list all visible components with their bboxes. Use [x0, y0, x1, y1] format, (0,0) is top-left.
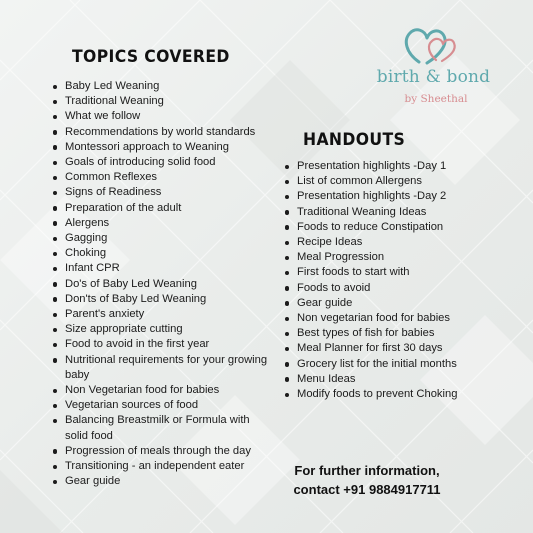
- topics-heading: TOPICS COVERED: [72, 47, 230, 67]
- handout-item: List of common Allergens: [284, 174, 474, 189]
- topic-item: What we follow: [52, 109, 270, 124]
- contact-line-2: contact +91 9884917711: [293, 482, 441, 497]
- handout-item: Traditional Weaning Ideas: [284, 205, 474, 220]
- handout-item: Recipe Ideas: [284, 235, 474, 250]
- handout-item: Presentation highlights -Day 1: [284, 159, 474, 174]
- handouts-list: [284, 159, 474, 402]
- handout-item: Foods to avoid: [284, 281, 474, 296]
- topic-item: Non Vegetarian food for babies: [52, 383, 270, 398]
- topic-item: Baby Led Weaning: [52, 79, 270, 94]
- contact-info: [262, 461, 472, 499]
- handout-item: Presentation highlights -Day 2: [284, 189, 474, 204]
- topic-item: Transitioning - an independent eater: [52, 459, 270, 474]
- topic-item: Gagging: [52, 231, 270, 246]
- topic-item: Choking: [52, 246, 270, 261]
- topic-item: Goals of introducing solid food: [52, 155, 270, 170]
- topic-item: Balancing Breastmilk or Formula with solid food: [52, 413, 270, 443]
- topic-item: Recommendations by world standards: [52, 125, 270, 140]
- topic-item: Progression of meals through the day: [52, 444, 270, 459]
- handout-item: Menu Ideas: [284, 372, 474, 387]
- topic-item: Parent's anxiety: [52, 307, 270, 322]
- brand-subtitle: by Sheethal: [404, 93, 468, 105]
- topic-item: Do's of Baby Led Weaning: [52, 277, 270, 292]
- handout-item: Meal Planner for first 30 days: [284, 341, 474, 356]
- topic-item: Food to avoid in the first year: [52, 337, 270, 352]
- handout-item: Foods to reduce Constipation: [284, 220, 474, 235]
- contact-line-1: For further information,: [294, 463, 440, 478]
- topic-item: Vegetarian sources of food: [52, 398, 270, 413]
- topic-item: Common Reflexes: [52, 170, 270, 185]
- topic-item: Nutritional requirements for your growing baby: [52, 353, 270, 383]
- topic-item: Alergens: [52, 216, 270, 231]
- topic-item: Infant CPR: [52, 261, 270, 276]
- topics-list: [52, 79, 270, 489]
- handout-item: Best types of fish for babies: [284, 326, 474, 341]
- topic-item: Traditional Weaning: [52, 94, 270, 109]
- handout-item: Meal Progression: [284, 250, 474, 265]
- topic-item: Gear guide: [52, 474, 270, 489]
- handouts-heading: HANDOUTS: [303, 130, 406, 150]
- topic-item: Montessori approach to Weaning: [52, 140, 270, 155]
- handout-item: Gear guide: [284, 296, 474, 311]
- handout-item: Grocery list for the initial months: [284, 357, 474, 372]
- handout-item: First foods to start with: [284, 265, 474, 280]
- handout-item: Non vegetarian food for babies: [284, 311, 474, 326]
- brand-name: birth & bond: [376, 67, 491, 87]
- topic-item: Preparation of the adult: [52, 201, 270, 216]
- topic-item: Signs of Readiness: [52, 185, 270, 200]
- topic-item: Size appropriate cutting: [52, 322, 270, 337]
- handout-item: Modify foods to prevent Choking: [284, 387, 474, 402]
- topic-item: Don'ts of Baby Led Weaning: [52, 292, 270, 307]
